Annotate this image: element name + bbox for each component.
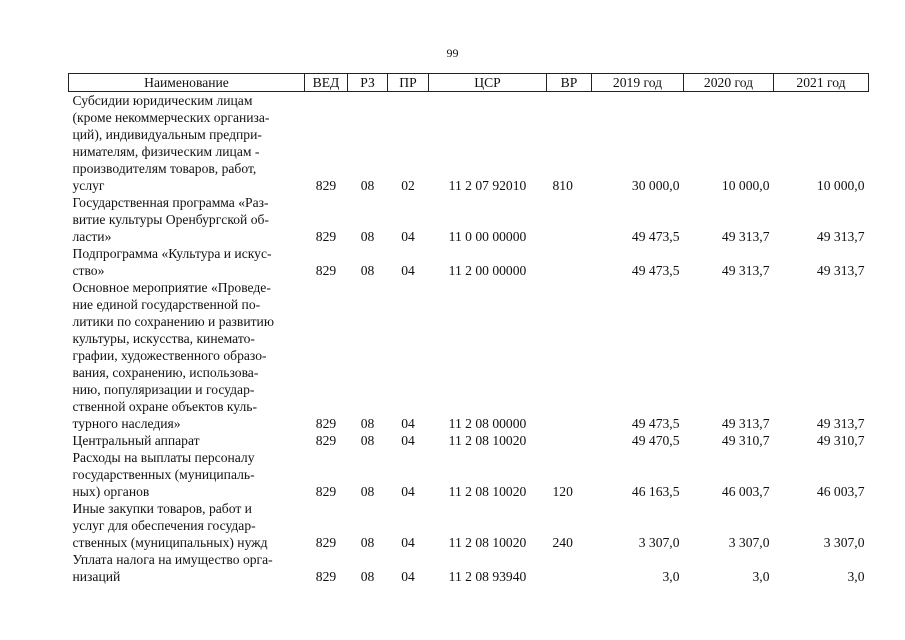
row-csr: 11 2 08 93940: [448, 569, 527, 584]
row-pr: 04: [401, 263, 415, 278]
table-row: [69, 194, 869, 245]
row-2020: 3 307,0: [728, 535, 770, 550]
header-ved: ВЕД: [305, 74, 348, 92]
row-pr: 04: [401, 569, 415, 584]
row-rz: 08: [360, 178, 375, 193]
row-csr: 11 2 08 10020: [448, 484, 527, 499]
row-2019: 3 307,0: [638, 535, 680, 550]
row-pr: 04: [401, 229, 415, 244]
row-csr: 11 2 00 00000: [448, 263, 527, 278]
row-name: Расходы на выплаты персоналу государственных (муниципаль- ных) органов: [72, 450, 255, 499]
row-2020: 10 000,0: [721, 178, 770, 193]
row-name: Подпрограмма «Культура и искус- ство»: [72, 246, 272, 278]
table-row: [69, 92, 869, 195]
row-vr: [547, 551, 592, 585]
row-2020: 49 313,7: [721, 229, 770, 244]
row-name: Основное мероприятие «Проведе- ние единой государственной по- литики по сохранению и развитию культуры, искусства, кинемато- графии, художественного образо- вания, сохранению, использова- нию, популяризации и государ- ственной охране объектов куль- турного наследия»: [72, 280, 274, 431]
row-name: Центральный аппарат: [72, 433, 200, 448]
row-2021: 49 313,7: [816, 263, 865, 278]
row-vr: [547, 245, 592, 279]
row-vr: 240: [552, 535, 573, 550]
row-2021: 3,0: [847, 569, 865, 584]
header-2021: 2021 год: [774, 74, 869, 92]
row-rz: 08: [360, 416, 375, 431]
row-ved: 829: [315, 178, 337, 193]
row-vr: [547, 432, 592, 449]
table-row: [69, 500, 869, 551]
page-number: 99: [446, 46, 459, 60]
row-vr: 120: [552, 484, 573, 499]
row-2019: 49 473,5: [631, 263, 680, 278]
header-name: Наименование: [69, 74, 305, 92]
row-2020: 49 313,7: [721, 416, 770, 431]
row-csr: 11 2 08 10020: [448, 433, 527, 448]
table-row: [69, 551, 869, 585]
row-rz: 08: [360, 535, 375, 550]
row-ved: 829: [315, 569, 337, 584]
row-name: Государственная программа «Раз- витие культуры Оренбургской об- ласти»: [72, 195, 269, 244]
header-2020: 2020 год: [684, 74, 774, 92]
row-pr: 04: [401, 535, 415, 550]
header-rz: РЗ: [348, 74, 388, 92]
row-2021: 46 003,7: [816, 484, 865, 499]
row-vr: [547, 279, 592, 432]
row-name: Субсидии юридическим лицам (кроме некоммерческих организа- ций), индивидуальным предпри- нимателям, физическим лицам - производителям товаров, работ, услуг: [72, 93, 270, 193]
row-2021: 49 310,7: [816, 433, 865, 448]
row-2019: 49 470,5: [631, 433, 680, 448]
row-pr: 02: [401, 178, 415, 193]
row-ved: 829: [315, 263, 337, 278]
row-rz: 08: [360, 433, 375, 448]
row-2019: 49 473,5: [631, 229, 680, 244]
row-ved: 829: [315, 433, 337, 448]
header-2019: 2019 год: [592, 74, 684, 92]
row-rz: 08: [360, 229, 375, 244]
header-vr: ВР: [547, 74, 592, 92]
table-row: [69, 279, 869, 432]
row-ved: 829: [315, 416, 337, 431]
row-2019: 46 163,5: [631, 484, 680, 499]
table-row: [69, 449, 869, 500]
row-2019: 3,0: [662, 569, 680, 584]
row-pr: 04: [401, 484, 415, 499]
row-pr: 04: [401, 433, 415, 448]
row-2019: 49 473,5: [631, 416, 680, 431]
row-rz: 08: [360, 569, 375, 584]
row-2021: 49 313,7: [816, 416, 865, 431]
row-2021: 49 313,7: [816, 229, 865, 244]
row-pr: 04: [401, 416, 415, 431]
row-ved: 829: [315, 484, 337, 499]
row-csr: 11 2 08 10020: [448, 535, 527, 550]
row-ved: 829: [315, 229, 337, 244]
row-csr: 11 2 08 00000: [448, 416, 527, 431]
header-csr: ЦСР: [429, 74, 547, 92]
row-2020: 46 003,7: [721, 484, 770, 499]
header-pr: ПР: [388, 74, 429, 92]
row-name: Уплата налога на имущество орга- низаций: [72, 552, 273, 584]
row-2019: 30 000,0: [631, 178, 680, 193]
row-vr: [547, 194, 592, 245]
row-2020: 49 310,7: [721, 433, 770, 448]
row-rz: 08: [360, 263, 375, 278]
budget-table: [68, 73, 869, 585]
table-row: [69, 245, 869, 279]
row-rz: 08: [360, 484, 375, 499]
table-row: [69, 432, 869, 449]
row-csr: 11 2 07 92010: [448, 178, 527, 193]
row-vr: 810: [552, 178, 573, 193]
row-2021: 3 307,0: [823, 535, 865, 550]
row-2020: 3,0: [752, 569, 770, 584]
row-ved: 829: [315, 535, 337, 550]
row-name: Иные закупки товаров, работ и услуг для обеспечения государ- ственных (муниципальных) нужд: [72, 501, 268, 550]
table-header-row: [69, 74, 869, 92]
row-2021: 10 000,0: [816, 178, 865, 193]
row-csr: 11 0 00 00000: [448, 229, 527, 244]
row-2020: 49 313,7: [721, 263, 770, 278]
